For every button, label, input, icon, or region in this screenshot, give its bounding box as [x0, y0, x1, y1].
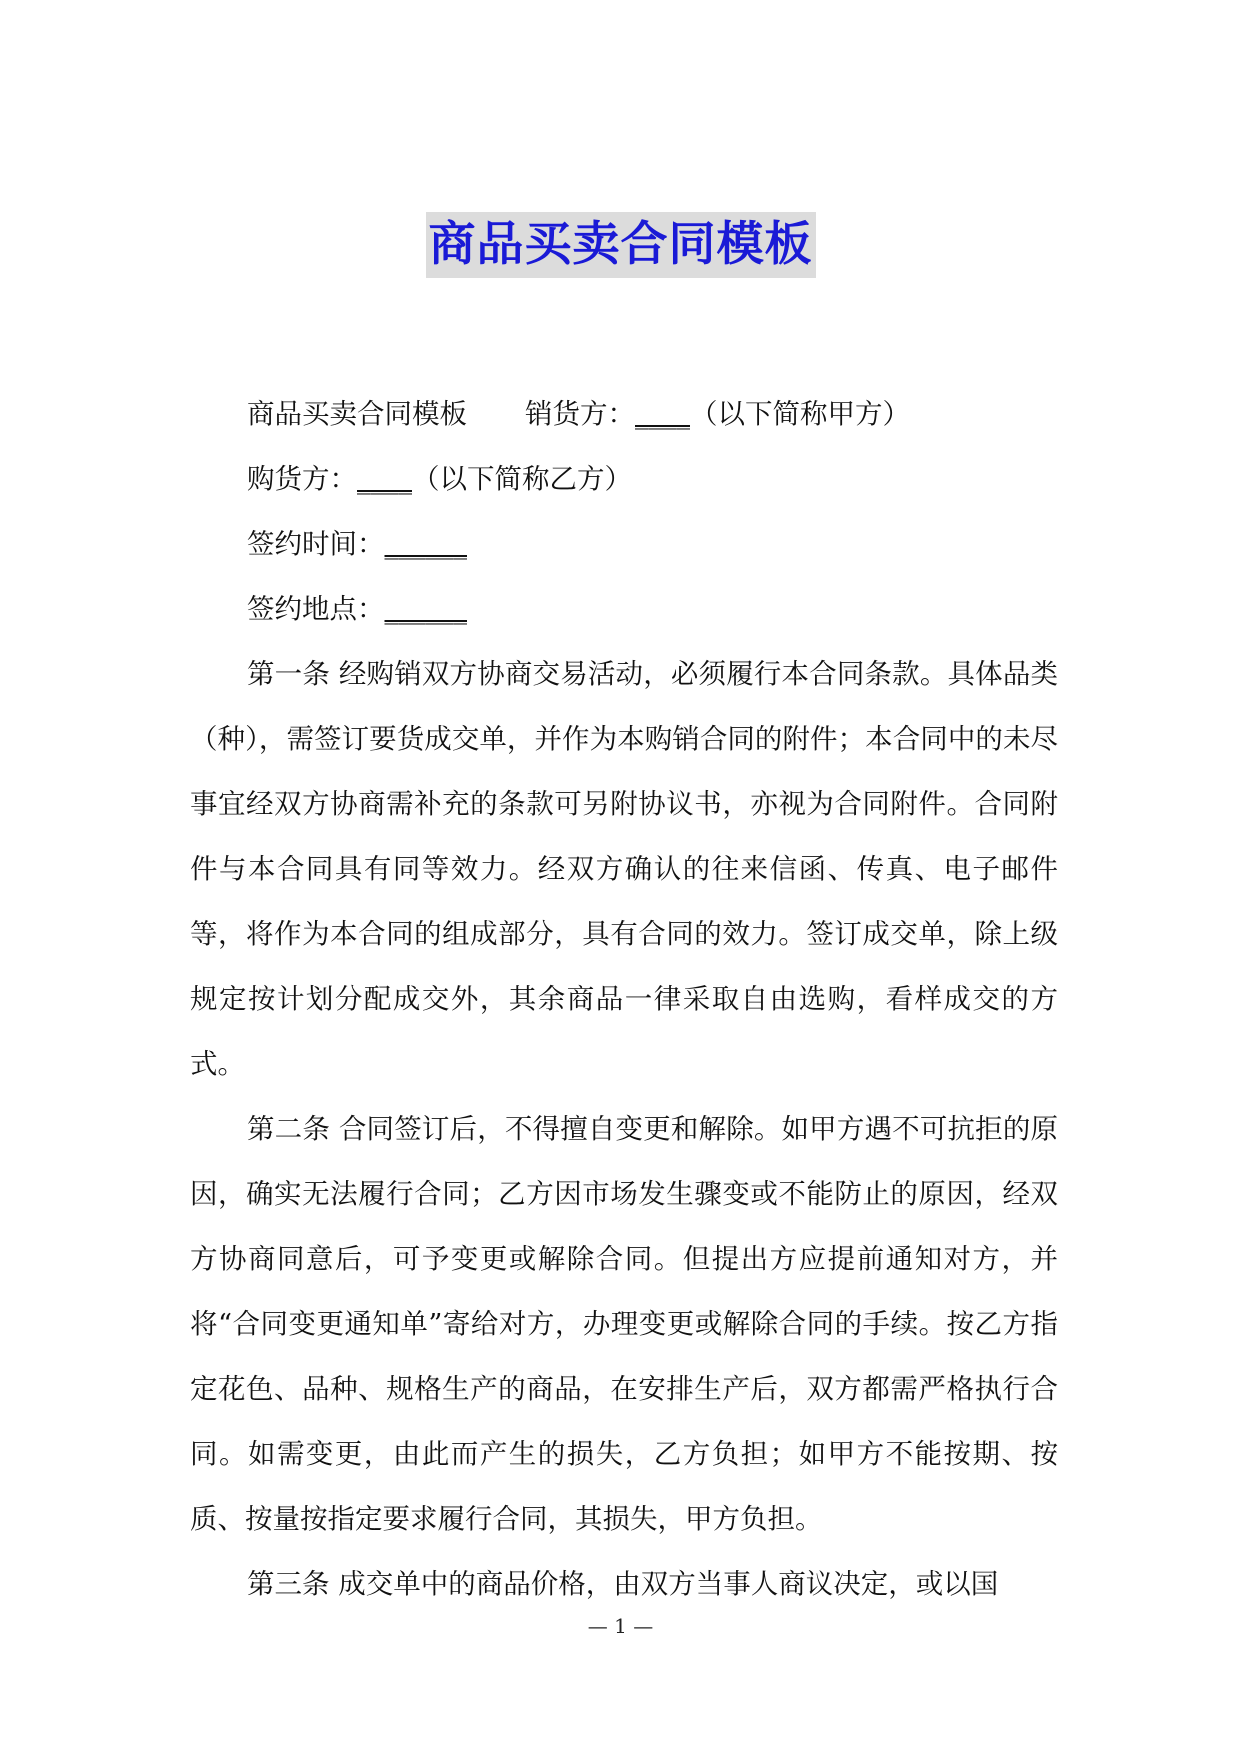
- sign-place-label: 签约地点：: [247, 593, 385, 625]
- buyer-blank: ____: [357, 463, 412, 495]
- sign-place-blank: ______: [384, 593, 467, 625]
- buyer-label: 购货方：: [247, 463, 357, 495]
- header-line-buyer: [190, 447, 1058, 512]
- header-line-seller: [190, 382, 1058, 447]
- document-body: [190, 382, 1058, 1617]
- buyer-note: （以下简称乙方）: [412, 463, 632, 495]
- seller-note: （以下简称甲方）: [690, 398, 910, 430]
- title-wrapper: [0, 212, 1241, 278]
- header-line-place: [190, 577, 1058, 642]
- document-title: 商品买卖合同模板: [426, 212, 816, 278]
- article-1: 第一条 经购销双方协商交易活动，必须履行本合同条款。具体品类 （种），需签订要货成交单，并作为本购销合同的附件；本合同中的未尽事宜经双方协商需补充的条款可另附协议书，亦视为合同附件。合同附件与本合同具有同等效力。经双方确认的往来信函、传真、电子邮件等，将作为本合同的组成部分，具有合同的效力。签订成交单，除上级规定按计划分配成交外，其余商品一律采取自由选购，看样成交的方式。: [190, 658, 1058, 1080]
- seller-blank: ____: [635, 398, 690, 430]
- header-line-date: [190, 512, 1058, 577]
- article-2: 第二条 合同签订后，不得擅自变更和解除。如甲方遇不可抗拒的原因，确实无法履行合同；乙方因市场发生骤变或不能防止的原因，经双方协商同意后，可予变更或解除合同。但提出方应提前通知对方，并将“合同变更通知单”寄给对方，办理变更或解除合同的手续。按乙方指定花色、品种、规格生产的商品，在安排生产后，双方都需严格执行合同。如需变更，由此而产生的损失，乙方负担；如甲方不能按期、按质、按量按指定要求履行合同，其损失，甲方负担。: [190, 1113, 1058, 1535]
- page-number: — 1 —: [587, 1614, 654, 1638]
- seller-label: 销货方：: [525, 398, 635, 430]
- sign-date-blank: ______: [384, 528, 467, 560]
- sign-date-label: 签约时间：: [247, 528, 385, 560]
- article-3: 第三条 成交单中的商品价格，由双方当事人商议决定，或以国: [247, 1568, 999, 1600]
- header-doc-name: 商品买卖合同模板: [247, 398, 467, 430]
